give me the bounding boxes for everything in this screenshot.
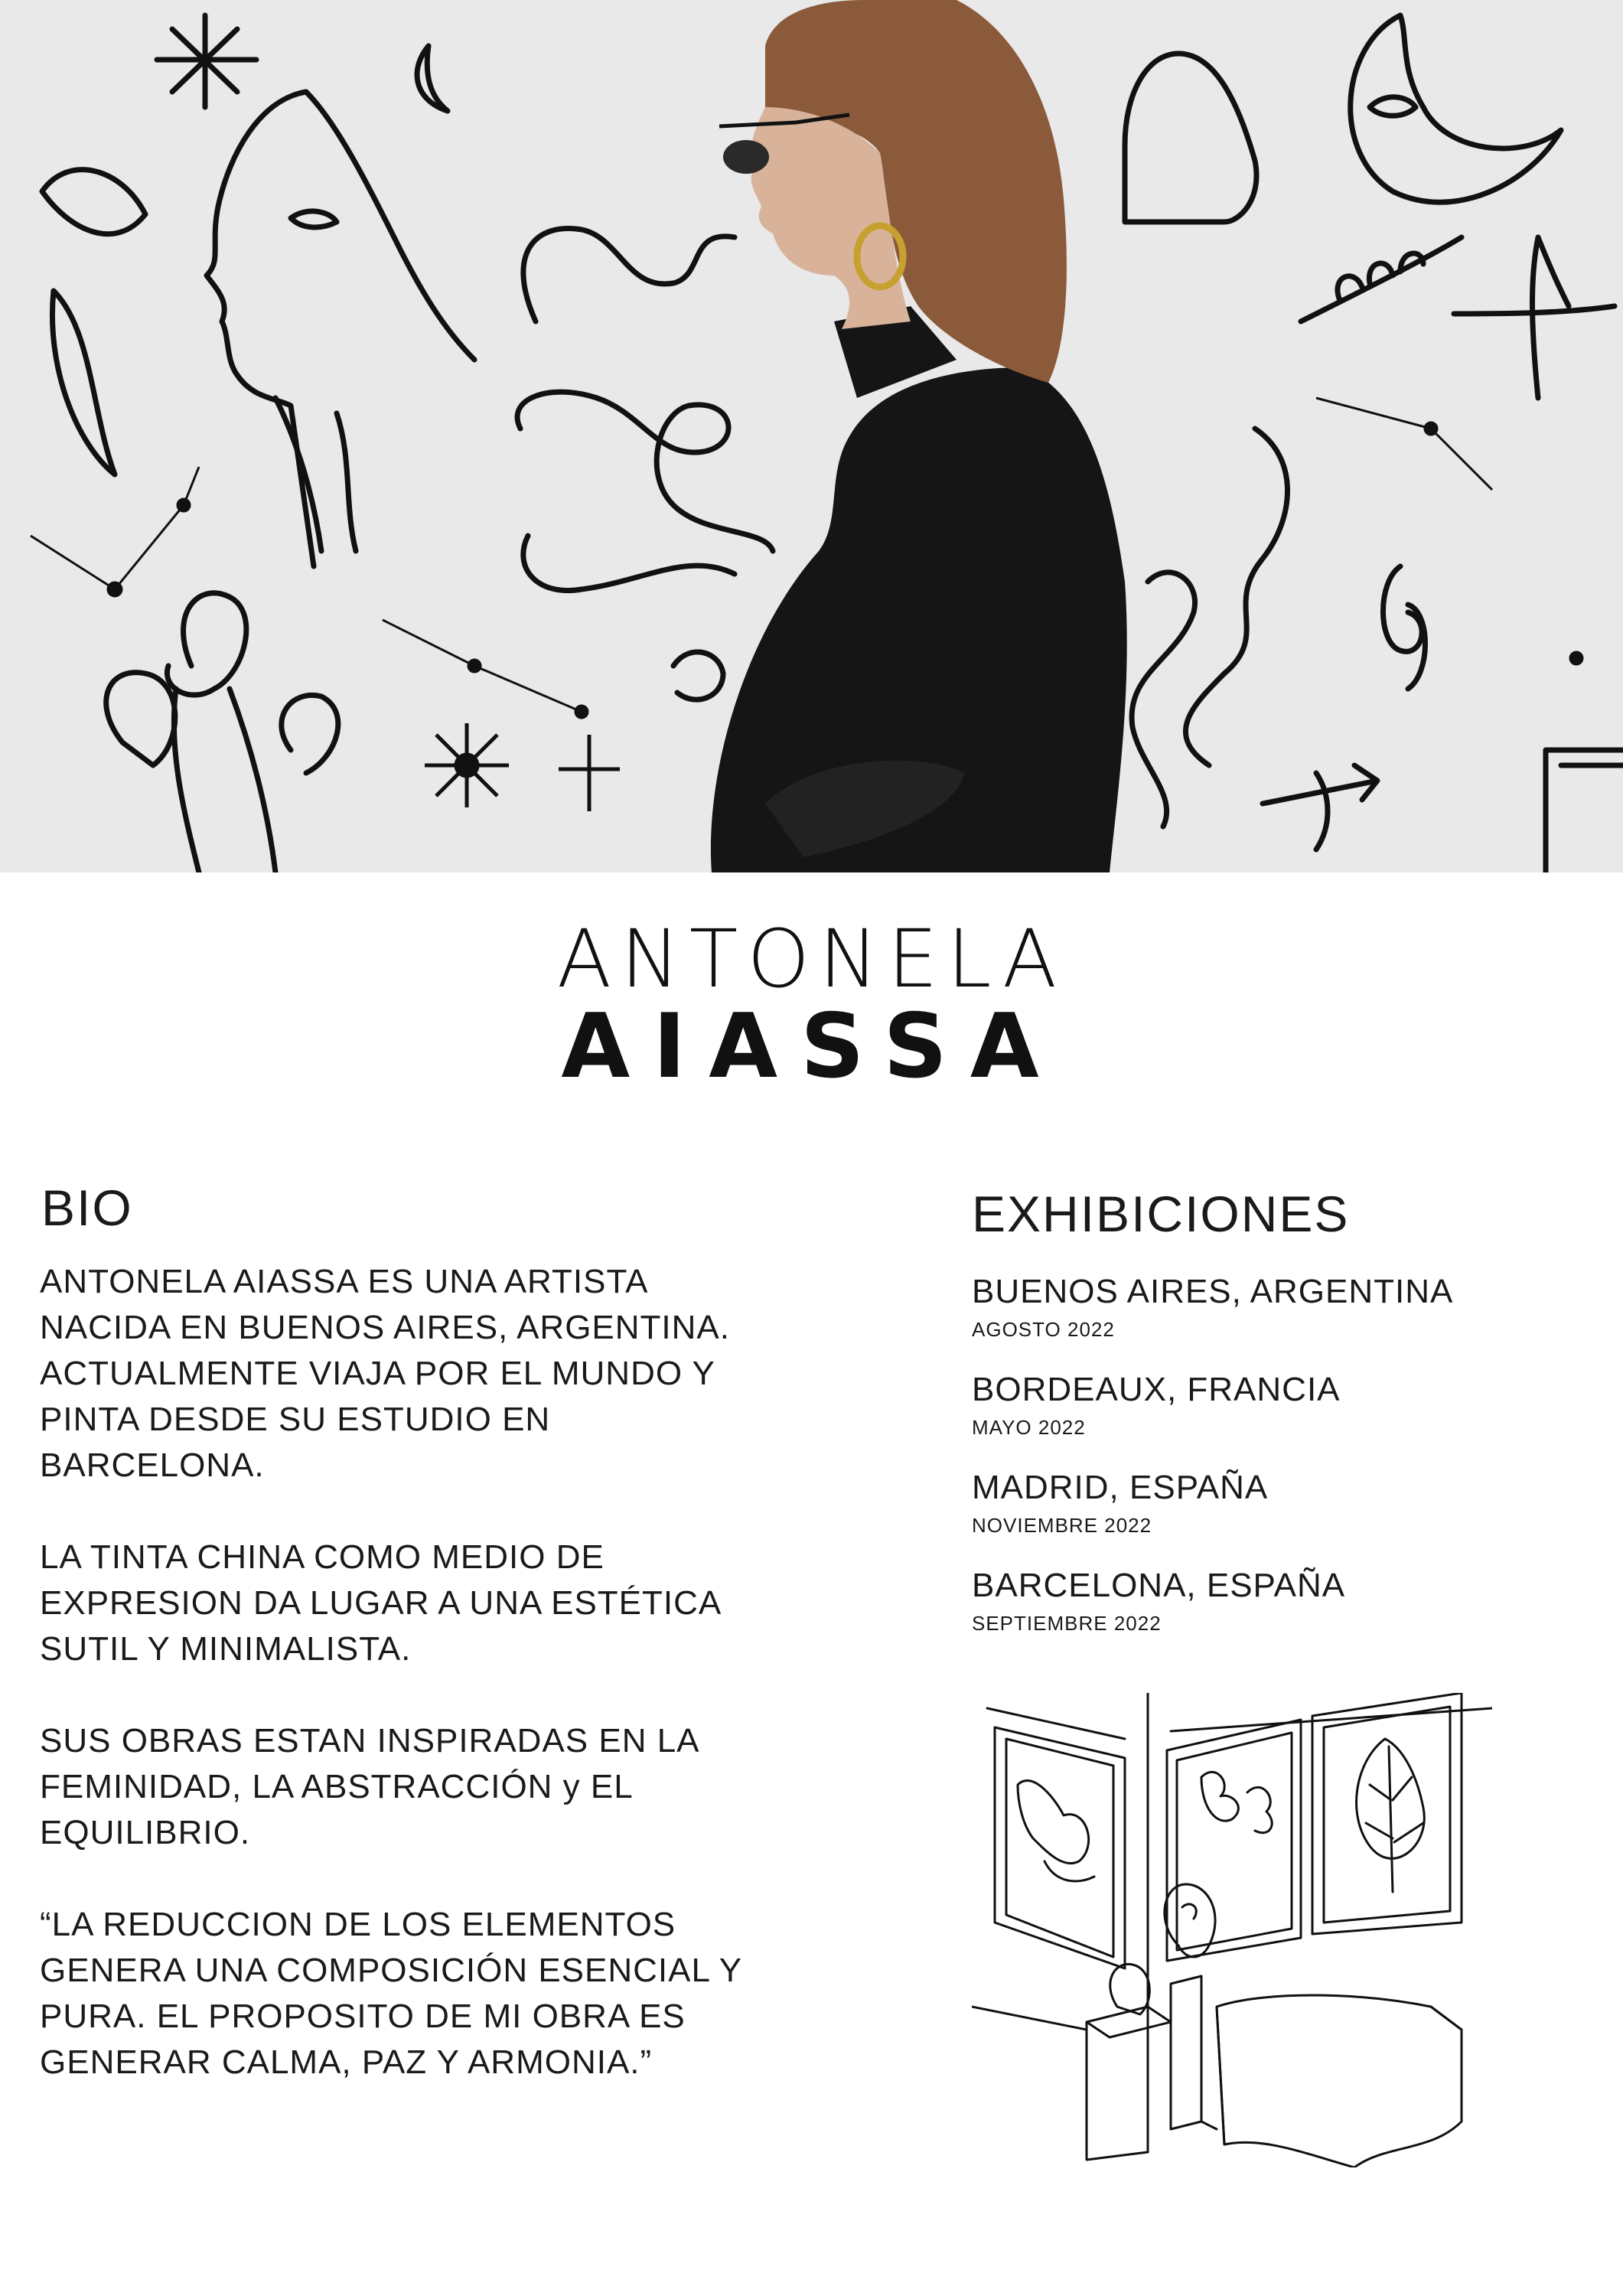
woman-figure [711, 0, 1127, 872]
hero-illustration [0, 0, 1623, 872]
exhibitions-heading: EXHIBICIONES [972, 1186, 1350, 1242]
artist-first-name: ANTONELA [556, 912, 1067, 1006]
exhibition-city: BARCELONA, ESPAÑA [972, 1567, 1346, 1604]
exhibition-item [972, 1468, 1584, 1537]
artist-last-name: AIASSA [561, 995, 1062, 1098]
hero-photo [0, 0, 1623, 872]
bio-quote: “LA REDUCCION DE LOS ELEMENTOS GENERA UNA COMPOSICIÓN ESENCIAL Y PURA. EL PROPOSITO DE MI OBRA ES GENERAR CALMA, PAZ Y ARMONIA.” [40, 1906, 743, 2081]
exhibition-date: AGOSTO 2022 [972, 1318, 1115, 1341]
exhibition-date: MAYO 2022 [972, 1416, 1086, 1439]
exhibition-city: BUENOS AIRES, ARGENTINA [972, 1273, 1454, 1310]
exhibition-city: MADRID, ESPAÑA [972, 1469, 1269, 1506]
exhibition-item [972, 1370, 1584, 1439]
bio-paragraph: SUS OBRAS ESTAN INSPIRADAS EN LA FEMINIDAD, LA ABSTRACCIÓN y EL EQUILIBRIO. [40, 1722, 700, 1851]
exhibition-date: SEPTIEMBRE 2022 [972, 1612, 1162, 1635]
exhibition-date: NOVIEMBRE 2022 [972, 1514, 1152, 1537]
bio-heading: BIO [41, 1179, 133, 1236]
gallery-sketch [972, 1693, 1492, 2171]
exhibition-item [972, 1272, 1584, 1341]
bio-text [40, 1259, 866, 2131]
exhibitions-list [972, 1272, 1584, 1664]
exhibition-city: BORDEAUX, FRANCIA [972, 1371, 1341, 1408]
bio-paragraph: LA TINTA CHINA COMO MEDIO DE EXPRESION DA LUGAR A UNA ESTÉTICA SUTIL Y MINIMALISTA. [40, 1538, 722, 1668]
gallery-illustration [972, 1693, 1492, 2167]
exhibition-item [972, 1566, 1584, 1635]
bio-paragraph: ANTONELA AIASSA ES UNA ARTISTA NACIDA EN BUENOS AIRES, ARGENTINA. ACTUALMENTE VIAJA POR EL MUNDO Y PINTA DESDE SU ESTUDIO EN BARCELONA. [40, 1263, 730, 1484]
